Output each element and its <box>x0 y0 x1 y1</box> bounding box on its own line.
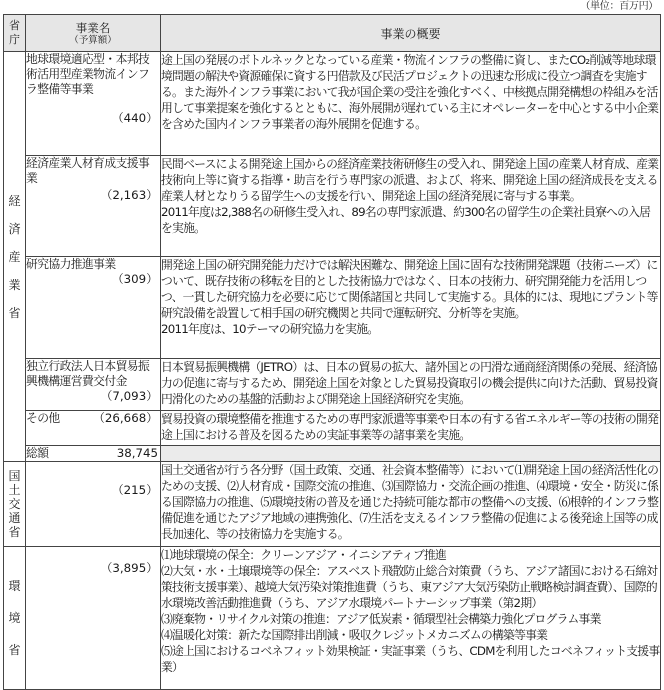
ministry-env <box>4 547 26 690</box>
ministry-meti <box>4 52 26 462</box>
total-amount: 38,745 <box>116 446 158 460</box>
project-amount: （2,163） <box>100 188 158 202</box>
total-empty <box>161 446 661 462</box>
project-amount: （26,668） <box>93 411 158 425</box>
total-cell <box>26 446 161 462</box>
header-name-label: 事業名 <box>75 20 111 35</box>
table-row <box>4 462 661 547</box>
project-amount: （309） <box>111 272 158 286</box>
project-summary: 開発途上国の研究開発能力だけでは解決困難な、開発途上国に固有な技術開発課題（技術ニーズ）について、既存技術の移転を目的とした技術協力ではなく、日本の技術力、研究開発能力を活用しつつ、一貫した研究協力を必要に応じて関係諸国と共同して実施する。具体的には、現地にプラント等研究設備を設置して相手国の研究機関と共同で運転研究、分析等を実施。 2011年度は、10テーマの研究協力を実施。 <box>161 257 661 359</box>
ministry-mlit-label: 国 土 交 通 省 <box>8 469 21 539</box>
header-summary <box>161 15 661 52</box>
project-name: その他 <box>26 411 60 425</box>
budget-table <box>3 14 661 690</box>
project-name-cell <box>26 547 161 690</box>
header-summary-label: 事業の概要 <box>380 26 441 41</box>
project-name-cell <box>26 411 161 446</box>
project-name: 経済産業人材育成支援事業 <box>26 156 150 185</box>
project-summary: ⑴地球環境の保全：クリーンアジア・イニシアティブ推進 ⑵大気・水・土壌環境等の保全：アスベスト飛散防止総合対策費（うち、アジア諸国における石綿対策技術支援事業）、越境大気汚染対策推進費（うち、東アジア大気汚染防止戦略検討調査費）、国際的水環境改善活動推進費（うち、アジア水環境パートナーシップ事業（第2期） ⑶廃棄物・リサイクル対策の推進：アジア低炭素・循環型社会構築力強化プログラム事業 ⑷温暖化対策：新たな国際排出削減・吸収クレジットメカニズムの構築等事業 ⑸途上国におけるコベネフィット効果検証・実証事業（うち、CDMを利用したコベネフィット支援事業） <box>161 547 661 690</box>
project-amount: （440） <box>111 111 158 125</box>
table-row <box>4 411 661 446</box>
project-name-cell <box>26 257 161 359</box>
header-name-sub: （予算額） <box>69 34 117 46</box>
header-ministry <box>4 15 26 52</box>
project-name-cell <box>26 52 161 156</box>
project-amount: （3,895） <box>100 561 158 575</box>
unit-note: （単位：百万円） <box>580 1 658 12</box>
project-summary: 途上国の発展のボトルネックとなっている産業・物流インフラの整備に資し、またCO₂削減等地球環境問題の解決や資源確保に資する円借款及び民活プロジェクトの迅速な形成に役立つ調査を実施する。また海外インフラ事業において我が国企業の受注を強化すべく、中核拠点開発構想の枠組みを活用して事業提案を強化するとともに、海外展開が遅れている主にオペレーターを中心とする中小企業を含めた国内インフラ事業者の海外展開を促進する。 <box>161 52 661 156</box>
project-summary: 貿易投資の環境整備を推進するための専門家派遣等事業や日本の有する省エネルギー等の技術の開発途上国における普及を図るための実証事業等の諸事業を実施。 <box>161 411 661 446</box>
table-row <box>4 156 661 257</box>
header-row <box>4 15 661 52</box>
project-summary: 国土交通省が行う各分野（国土政策、交通、社会資本整備等）において⑴開発途上国の経済活性化のための支援、⑵人材育成・国際交流の推進、⑶国際協力・交流企画の推進、⑷環境・安全・防災に係る国際協力の推進、⑸環境技術の普及を通じた持続可能な都市の整備への支援、⑹根幹的インフラ整備促進を通じたアジア地域の連携強化、⑺生活を支えるインフラ整備の促進による後発途上国等の成長加速化、等の技術協力を実施する。 <box>161 462 661 547</box>
project-summary: 日本貿易振興機構（JETRO）は、日本の貿易の拡大、諸外国との円滑な通商経済関係の発展、経済協力の促進に寄与するため、開発途上国を対象とした貿易投資取引の機会提供に向けた活動、貿易投資円滑化のための基盤的活動および開発途上国経済研究を実施。 <box>161 359 661 411</box>
total-label: 総額 <box>26 446 49 460</box>
project-name-cell <box>26 156 161 257</box>
project-summary: 民間ベースによる開発途上国からの経済産業技術研修生の受入れ、開発途上国の産業人材育成、産業技術向上等に資する指導・助言を行う専門家の派遣、および、将来、開発途上国の経済成長を支える産業人材となりうる留学生への支援を行い、開発途上国の経済発展に寄与する事業。 2011年度は2,388名の研修生受入れ、89名の専門家派遣、約300名の留学生の企業社員寮への入居を実施。 <box>161 156 661 257</box>
project-name: 地球環境適応型・本邦技術活用型産業物流インフラ整備等事業 <box>26 52 150 96</box>
project-name-cell <box>26 359 161 411</box>
table-row <box>4 547 661 690</box>
table-row <box>4 359 661 411</box>
ministry-env-label: 環 境 省 <box>8 579 21 657</box>
table-row <box>4 52 661 156</box>
total-row <box>4 446 661 462</box>
table-row <box>4 257 661 359</box>
project-amount: （215） <box>111 483 158 497</box>
header-project-name <box>26 15 161 52</box>
project-name: 独立行政法人日本貿易振興機構運営費交付金 <box>26 359 150 388</box>
project-amount: （7,093） <box>100 389 158 403</box>
ministry-mlit <box>4 462 26 547</box>
header-ministry-label: 省庁 <box>9 19 20 46</box>
project-name-cell <box>26 462 161 547</box>
ministry-meti-label: 経 済 産 業 省 <box>8 193 21 320</box>
project-name: 研究協力推進事業 <box>26 257 116 271</box>
